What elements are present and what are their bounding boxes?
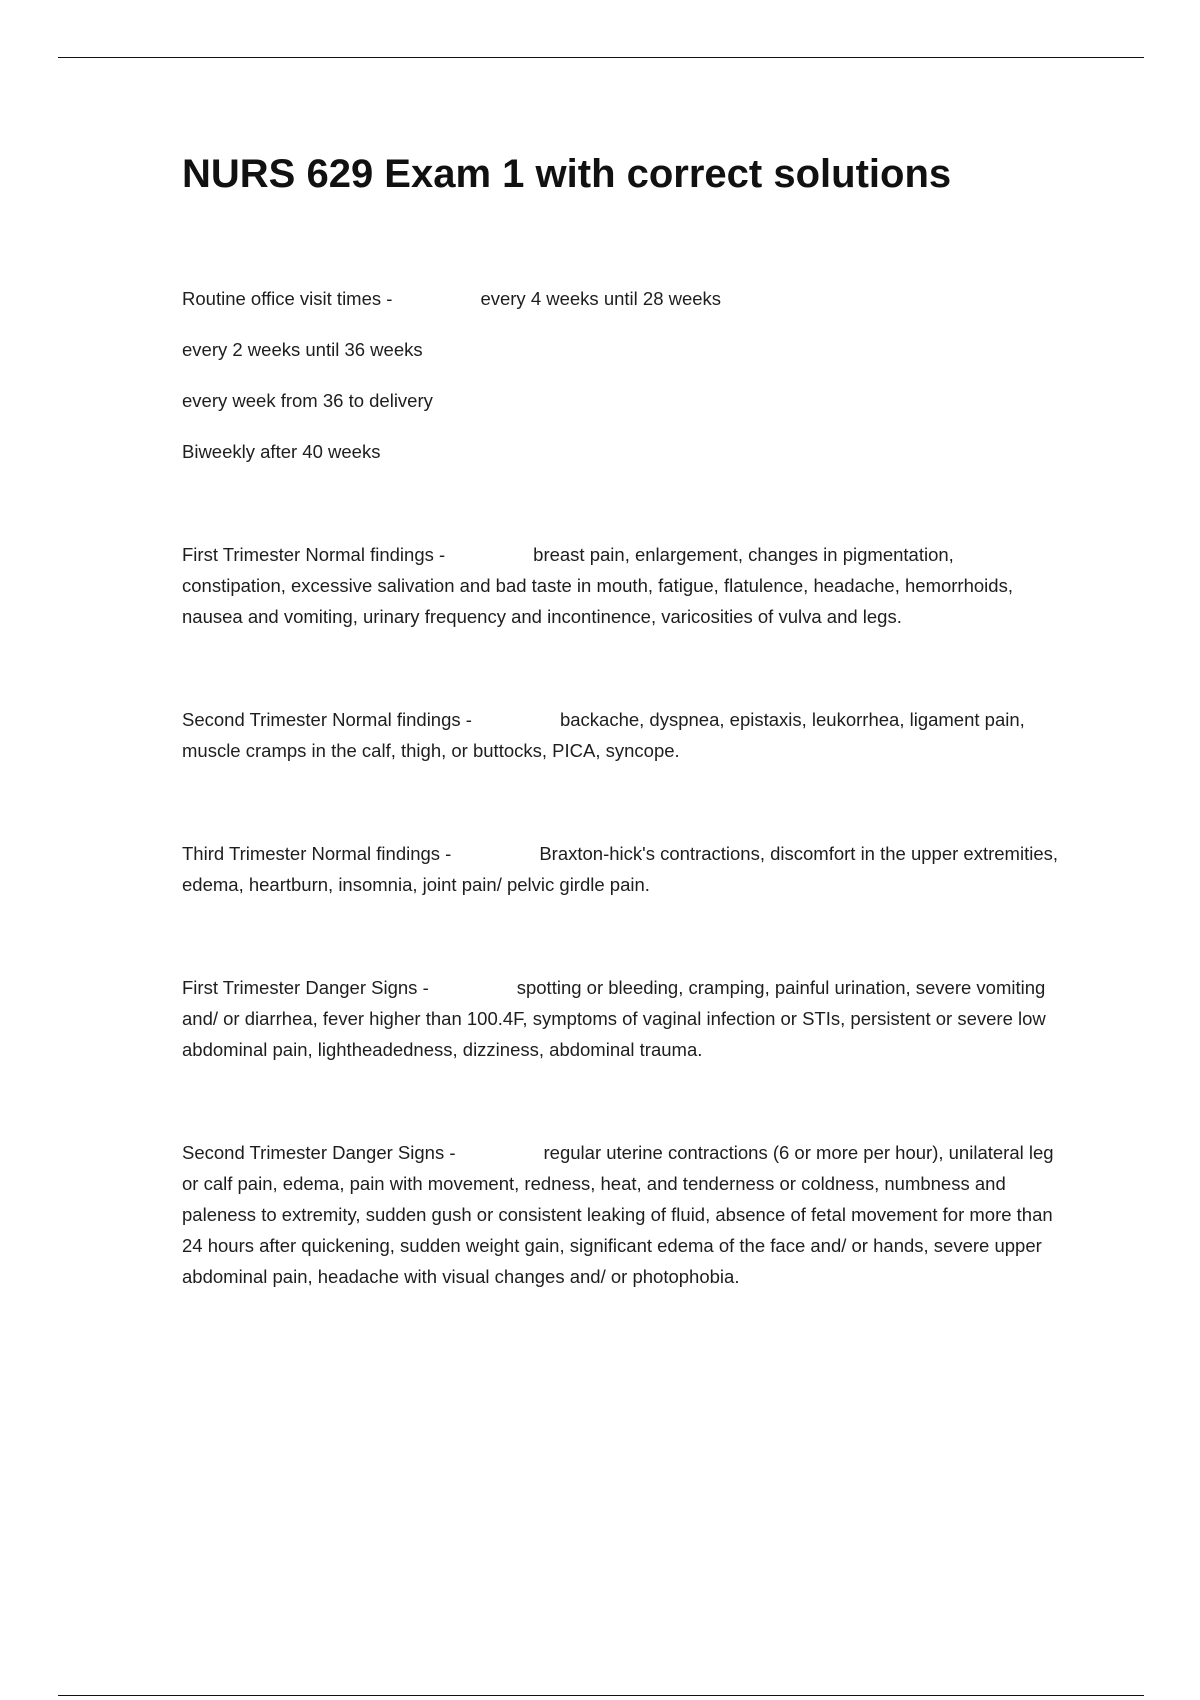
- entry-term: Second Trimester Normal findings -: [182, 709, 472, 730]
- entry-term: First Trimester Danger Signs -: [182, 977, 429, 998]
- bottom-rule: [58, 1695, 1144, 1696]
- entry-term: Third Trimester Normal findings -: [182, 843, 452, 864]
- document-body: [182, 283, 1062, 1292]
- top-rule: [58, 57, 1144, 58]
- entry-text: [182, 539, 1062, 632]
- entry-second-trimester-danger: [182, 1137, 1062, 1292]
- entry-term: First Trimester Normal findings -: [182, 544, 446, 565]
- entry-extra-line: every 2 weeks until 36 weeks: [182, 339, 423, 360]
- entry-definition: spotting or bleeding, cramping, painful urination, severe vomiting and/ or diarrhea, fever higher than 100.4F, symptoms of vaginal infection or STIs, persistent or severe low abdominal pain, lightheadedness, dizziness, abdominal trauma.: [182, 977, 1046, 1060]
- entry-term: Second Trimester Danger Signs -: [182, 1142, 456, 1163]
- entry-text: [182, 838, 1062, 900]
- entry-definition: breast pain, enlargement, changes in pigmentation, constipation, excessive salivation and bad taste in mouth, fatigue, flatulence, headache, hemorrhoids, nausea and vomiting, urinary frequency and incontinence, varicosities of vulva and legs.: [182, 544, 1013, 627]
- entry-text: [182, 283, 1062, 314]
- entry-term: Routine office visit times -: [182, 288, 393, 309]
- entry-extra-line: every week from 36 to delivery: [182, 390, 433, 411]
- entry-extra-line: Biweekly after 40 weeks: [182, 441, 381, 462]
- entry-text: [182, 972, 1062, 1065]
- entry-definition: regular uterine contractions (6 or more per hour), unilateral leg or calf pain, edema, pain with movement, redness, heat, and tenderness or coldness, numbness and paleness to extremity, sudden gush or consistent leaking of fluid, absence of fetal movement for more than 24 hours after quickening, sudden weight gain, significant edema of the face and/ or hands, severe upper abdominal pain, headache with visual changes and/ or photophobia.: [182, 1142, 1054, 1287]
- entry-third-trimester-normal: [182, 838, 1062, 900]
- entry-first-trimester-danger: [182, 972, 1062, 1065]
- entry-first-trimester-normal: [182, 539, 1062, 632]
- entry-text: [182, 1137, 1062, 1292]
- page-title: NURS 629 Exam 1 with correct solutions: [182, 152, 952, 196]
- entry-routine-visits: [182, 283, 1062, 467]
- entry-text: [182, 704, 1062, 766]
- entry-definition: every 4 weeks until 28 weeks: [480, 288, 722, 309]
- entry-definition: Braxton-hick's contractions, discomfort in the upper extremities, edema, heartburn, insomnia, joint pain/ pelvic girdle pain.: [182, 843, 1059, 895]
- entry-definition: backache, dyspnea, epistaxis, leukorrhea, ligament pain, muscle cramps in the calf, thigh, or buttocks, PICA, syncope.: [182, 709, 1025, 761]
- entry-second-trimester-normal: [182, 704, 1062, 766]
